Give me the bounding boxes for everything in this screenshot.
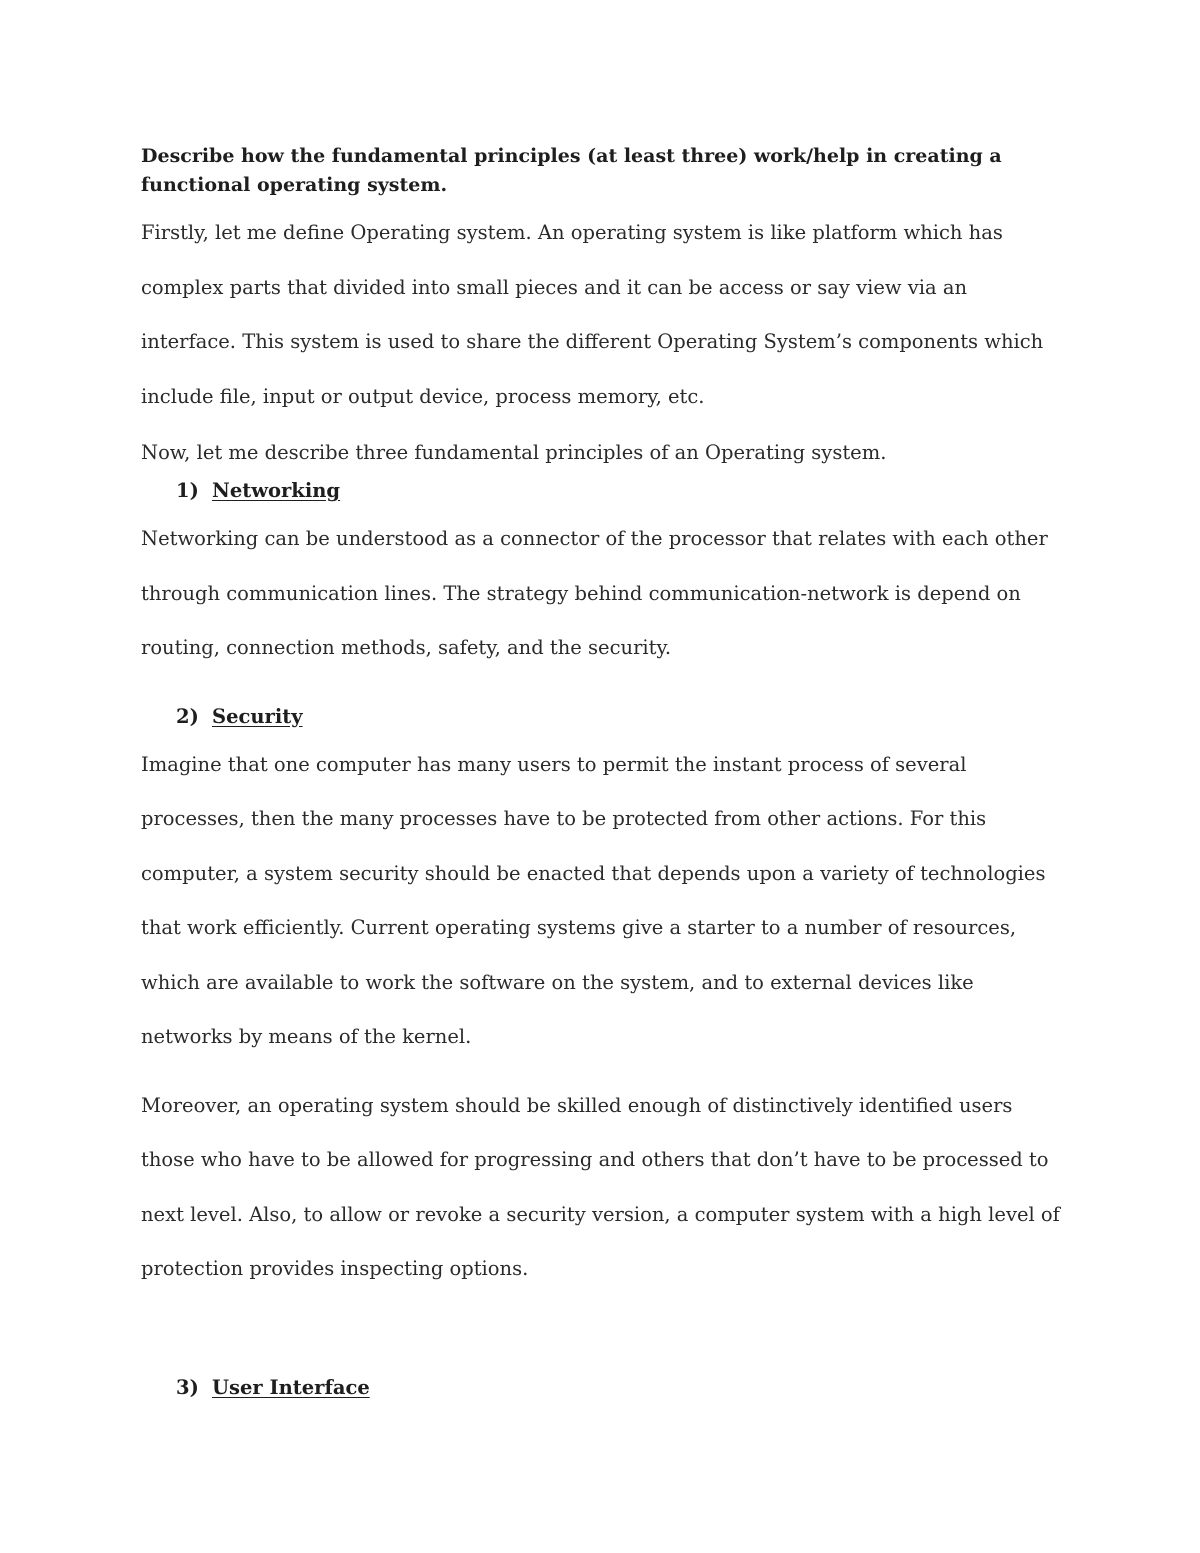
security-paragraph-1: Imagine that one computer has many users to permit the instant process of several processes, then the many processes have to be protected from other actions. For this computer, a system security should be enacted that depends upon a variety of technologies that work efficiently. Current operating systems give a starter to a number of resources, which are available to work the software on the system, and to external devices like networks by means of the kernel. [141,752,1046,1048]
intro-paragraph: Firstly, let me define Operating system. An operating system is like platform which has complex parts that divided into small pieces and it can be access or say view via an interface. This system is used to share the different Operating System’s components which include file, input or output device, process memory, etc. [141,221,1044,408]
section-heading-networking [141,476,1066,506]
security-paragraph-2: Moreover, an operating system should be skilled enough of distinctively identified users those who have to be allowed for progressing and others that don’t have to be processed to next level. Also, to allow or revoke a security version, a computer system with a high level of protection provides inspecting options. [141,1093,1060,1280]
section-title: Security [212,704,303,728]
section-title: User Interface [212,1375,370,1399]
document-title: Describe how the fundamental principles (at least three) work/help in creating a functional operating system. [141,145,1002,196]
section-heading-user-interface [141,1373,1066,1403]
principles-intro: Now, let me describe three fundamental principles of an Operating system. [141,441,887,464]
document-body [141,142,1066,1403]
section-heading-security [141,702,1066,732]
section-number: 1) [176,479,199,502]
section-title: Networking [212,479,341,502]
section-number: 2) [176,704,199,728]
networking-paragraph: Networking can be understood as a connector of the processor that relates with each other through communication lines. The strategy behind communication-network is depend on routing, connection methods, safety, and the security. [141,527,1048,659]
section-number: 3) [176,1375,199,1399]
